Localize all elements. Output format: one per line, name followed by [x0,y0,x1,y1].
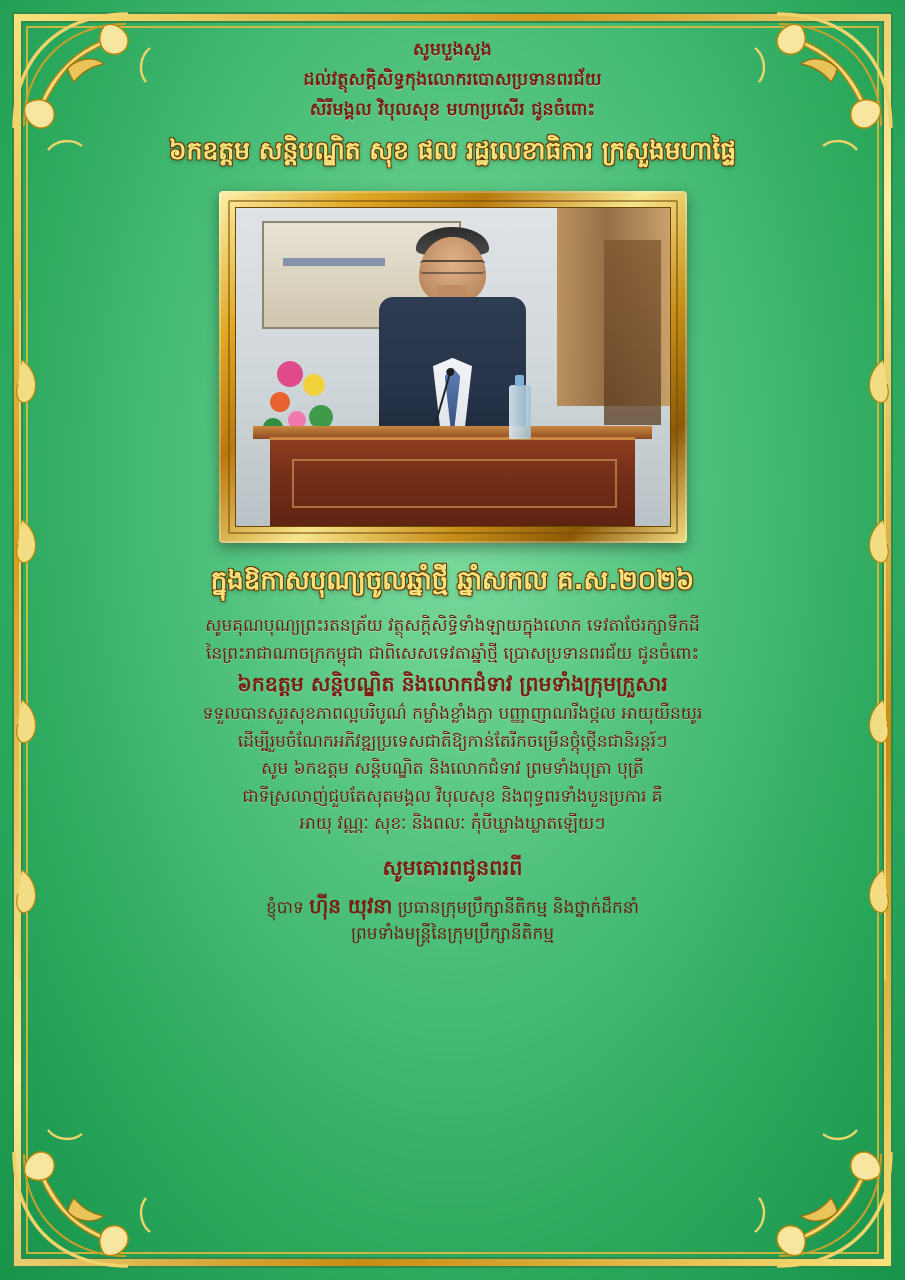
message-line: ទទួលបានសួរសុខភាពល្អបរិបូណ៌ កម្លាំងខ្លាំងក្លា បញ្ញាញាណរឹងថ្កល អាយុយឺនយូរ [202,704,703,725]
message-body [42,613,863,839]
portrait-photo [235,207,671,527]
signer-line-1 [266,891,639,922]
photo-podium [270,437,635,526]
message-line: អាយុ វណ្ណៈ សុខៈ និងពលៈ កុំបីឃ្លាងឃ្លាតឡើយៗ [299,814,606,835]
message-line: សូមគុណបុណ្យព្រះរតនត្រ័យ វត្ថុសក្តិសិទ្ធិទាំងឡាយក្នុងលោក ទេវតាថែរក្សាទឹកដី [205,616,700,637]
message-line: សូម ៦កឧត្តម សន្តិបណ្ឌិត និងលោកជំទាវ ព្រមទាំងបុត្រា បុត្រី [261,759,644,780]
header-line-3: សិរីមង្គល វិបុលសុខ មហាប្រសើរ ជូនចំពោះ [309,99,596,120]
occasion-title: ក្នុងឱកាសបុណ្យចូលឆ្នាំថ្មី ឆ្នាំសកល គ.ស.២០២៦ [210,566,695,597]
message-line: នៃព្រះរាជាណាចក្រកម្ពុជា ជាពិសេសទេវតាឆ្នាំថ្មី ប្រោសប្រទានពរជ័យ ជូនចំពោះ [205,643,699,664]
signature-block [266,891,639,947]
header-line-1: សូមបួងសួង [413,40,492,60]
photo-water-bottle [509,385,531,439]
signer-suffix: ប្រធានក្រុមប្រឹក្សានីតិកម្ម និងថ្នាក់ដឹកនាំ [392,898,639,919]
portrait-gold-frame [219,191,687,543]
header-line-2: ដល់វត្ថុសក្តិសិទ្ធកុងលោករបោសប្រទានពរជ័យ [303,70,602,91]
message-line-emphasis: ៦កឧត្តម សន្តិបណ្ឌិត និងលោកជំទាវ ព្រមទាំងក្រុមក្រួសារ [237,672,668,697]
closing-wish: សូមគោរពជូនពរពី [382,855,523,880]
signer-prefix: ខ្ញុំបាទ [266,898,310,919]
card-content [42,34,863,1246]
photo-door [604,240,660,424]
message-line: ដើម្បីរួមចំណែកអភិវឌ្ឍប្រទេសជាតិឱ្យកាន់តែរីកចម្រើនថ្កុំថ្កើនជានិរន្តរ៍ៗ [237,731,668,752]
honoree-title: ៦កឧត្តម សន្តិបណ្ឌិត សុខ ផល រដ្ឋលេខាធិការ ក្រសួងមហាផ្ទៃ [168,136,737,166]
signer-line-2: ព្រមទាំងមន្ត្រីនៃក្រុមប្រឹក្សានីតិកម្ម [350,923,555,944]
message-line: ជាទីស្រលាញ់ជួបតែសុតមង្គល វិបុលសុខ និងពុទ្ធពរទាំងបួនប្រការ គឺ [242,786,663,807]
photo-person-glasses-icon [420,260,485,273]
photo-screen-text-block [283,258,385,265]
signer-name: ហ៊ីន យុវនា [309,894,393,919]
